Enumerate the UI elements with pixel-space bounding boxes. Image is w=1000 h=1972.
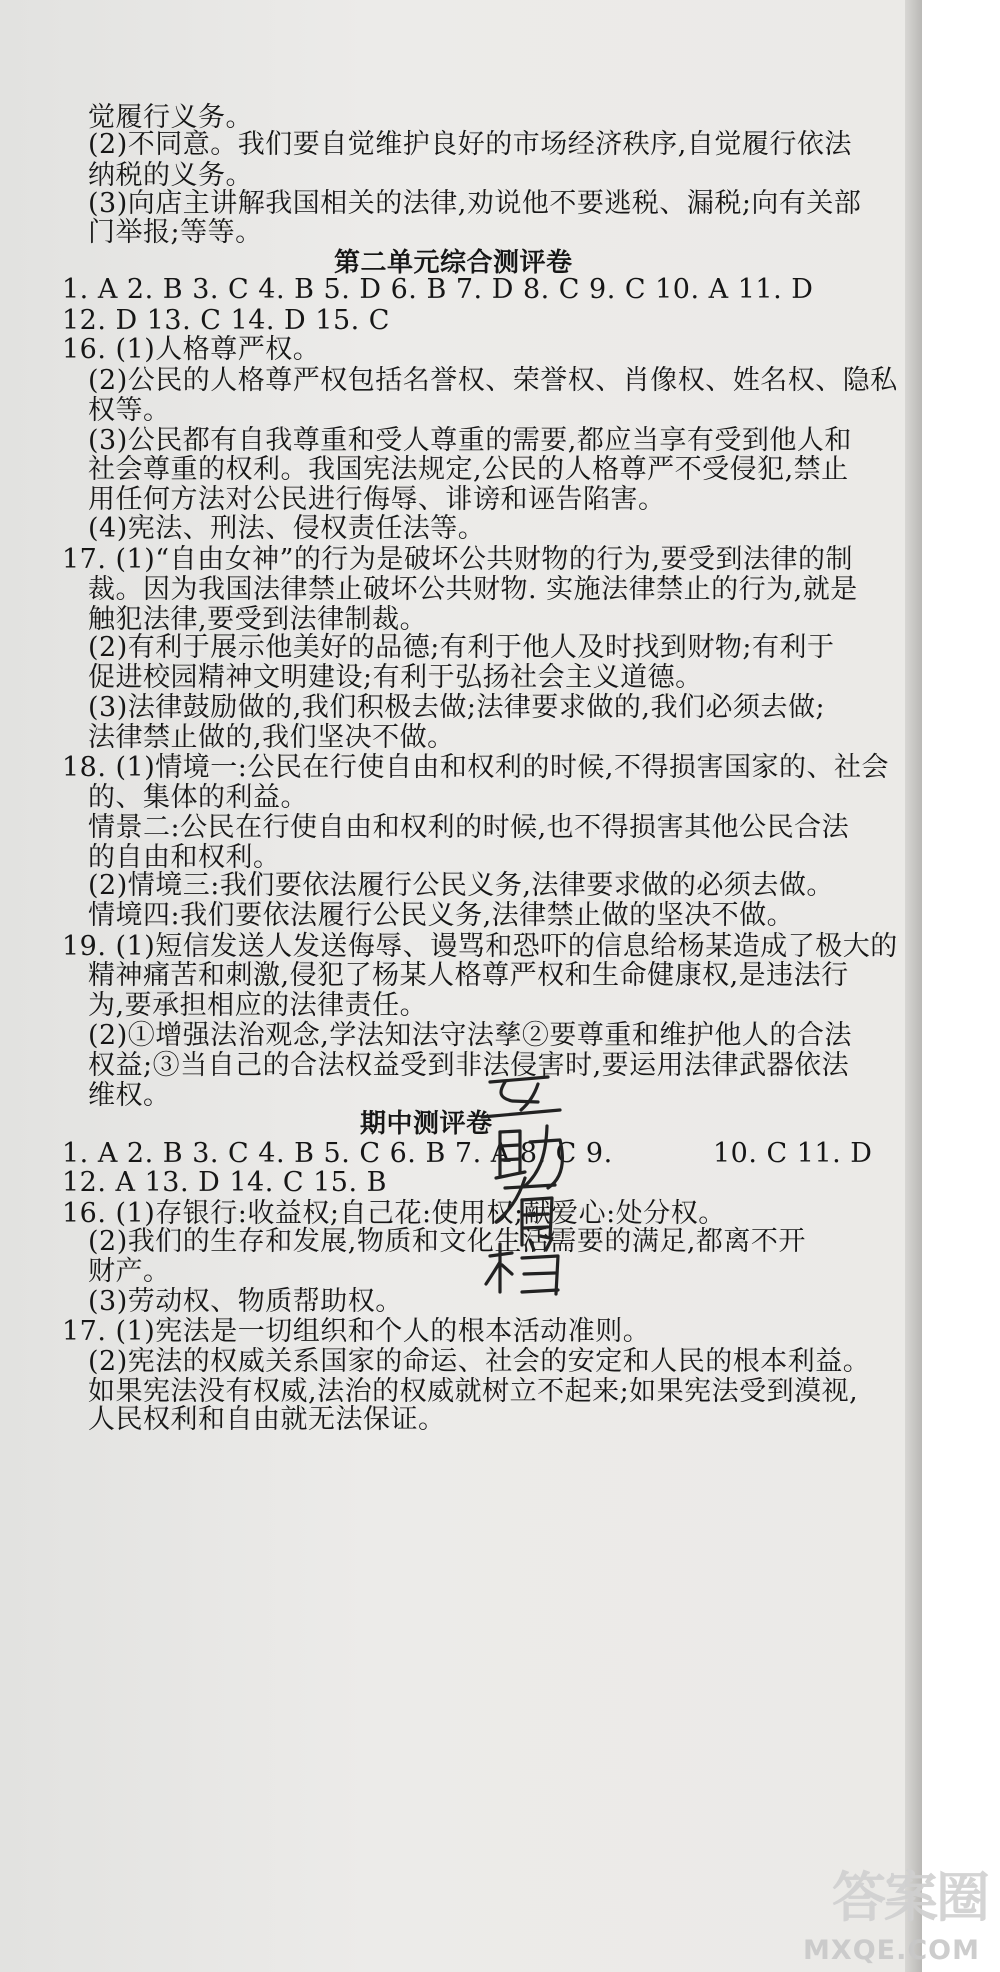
handwritten-char-zhu bbox=[496, 1126, 562, 1188]
choice-answers-line: 1. A 2. B 3. C 4. B 5. C 6. B 7. A 8. C 9. bbox=[62, 1138, 613, 1169]
text-line: 用任何方法对公民进行侮辱、诽谤和诬告陷害。 bbox=[88, 484, 666, 515]
question-19-line: 19. (1)短信发送人发送侮辱、谩骂和恐吓的信息给杨某造成了极大的 bbox=[62, 931, 898, 962]
text-line: 财产。 bbox=[88, 1256, 171, 1287]
text-line: 如果宪法没有权威,法治的权威就树立不起来;如果宪法受到漠视, bbox=[88, 1376, 859, 1407]
section-heading-unit-two: 第二单元综合测评卷 bbox=[334, 248, 573, 278]
handwritten-char-hu bbox=[482, 1077, 560, 1117]
text-line: 社会尊重的权利。我国宪法规定,公民的人格尊严不受侵犯,禁止 bbox=[88, 454, 849, 485]
text-line: (3)向店主讲解我国相关的法律,劝说他不要逃税、漏税;向有关部 bbox=[88, 188, 862, 219]
text-line: 人民权利和自由就无法保证。 bbox=[88, 1404, 446, 1435]
text-line: (2)公民的人格尊严权包括名誉权、荣誉权、肖像权、姓名权、隐私 bbox=[88, 365, 898, 396]
text-line: (3)公民都有自我尊重和受人尊重的需要,都应当享有受到他人和 bbox=[88, 425, 852, 456]
watermark bbox=[744, 1866, 994, 1968]
text-line: 裁。因为我国法律禁止破坏公共财物. 实施法律禁止的行为,就是 bbox=[88, 574, 858, 605]
text-line: 法律禁止做的,我们坚决不做。 bbox=[88, 722, 455, 753]
text-line: (2)宪法的权威关系国家的命运、社会的安定和人民的根本利益。 bbox=[88, 1346, 871, 1377]
question-16-line: 16. (1)人格尊严权。 bbox=[62, 334, 321, 365]
text-line: 权等。 bbox=[88, 395, 171, 426]
watermark-logo: 答案圈 bbox=[832, 1866, 988, 1929]
text-line: 的自由和权利。 bbox=[88, 842, 281, 873]
text-line: 维权。 bbox=[88, 1080, 171, 1111]
text-line: (3)劳动权、物质帮助权。 bbox=[88, 1286, 403, 1317]
text-line: 权益;③当自己的合法权益受到非法侵害时,要运用法律武器依法 bbox=[88, 1050, 850, 1081]
choice-answers-line-end: 10. C 11. D bbox=[713, 1138, 873, 1169]
question-17-line: 17. (1)“自由女神”的行为是破坏公共财物的行为,要受到法律的制 bbox=[62, 544, 853, 575]
text-line: (2)情境三:我们要依法履行公民义务,法律要求做的必须去做。 bbox=[88, 870, 834, 901]
text-line: (4)宪法、刑法、侵权责任法等。 bbox=[88, 513, 486, 544]
text-line: 纳税的义务。 bbox=[88, 160, 253, 191]
choice-answers-line: 1. A 2. B 3. C 4. B 5. D 6. B 7. D 8. C 9. C 10. A 11. D bbox=[62, 274, 814, 305]
question-18-line: 18. (1)情境一:公民在行使自由和权利的时候,不得损害国家的、社会 bbox=[62, 752, 889, 783]
text-line: 促进校园精神文明建设;有利于弘扬社会主义道德。 bbox=[88, 662, 703, 693]
text-line: (2)①增强法治观念,学法知法守法孳②要尊重和维护他人的合法 bbox=[88, 1020, 852, 1051]
question-16-line: 16. (1)存银行:收益权;自己花:使用权;献爱心:处分权。 bbox=[62, 1198, 726, 1229]
text-line: 情境四:我们要依法履行公民义务,法律禁止做的坚决不做。 bbox=[88, 900, 795, 931]
question-17-line: 17. (1)宪法是一切组织和个人的根本活动准则。 bbox=[62, 1316, 651, 1347]
text-line: 门举报;等等。 bbox=[88, 217, 263, 248]
handwritten-char-you bbox=[496, 1178, 555, 1245]
text-line: 觉履行义务。 bbox=[88, 102, 253, 133]
text-line: 触犯法律,要受到法律制裁。 bbox=[88, 604, 428, 635]
text-line: (2)有利于展示他美好的品德;有利于他人及时找到财物;有利于 bbox=[88, 632, 835, 663]
choice-answers-line: 12. A 13. D 14. C 15. B bbox=[62, 1167, 387, 1198]
choice-answers-line: 12. D 13. C 14. D 15. C bbox=[62, 305, 390, 336]
text-line: (2)不同意。我们要自觉维护良好的市场经济秩序,自觉履行依法 bbox=[88, 129, 852, 160]
text-line: (2)我们的生存和发展,物质和文化生活需要的满足,都离不开 bbox=[88, 1226, 806, 1257]
text-line: 为,要承担相应的法律责任。 bbox=[88, 990, 428, 1021]
text-line: 精神痛苦和刺激,侵犯了杨某人格尊严权和生命健康权,是违法行 bbox=[88, 960, 849, 991]
text-line: 情景二:公民在行使自由和权利的时候,也不得损害其他公民合法 bbox=[88, 812, 850, 843]
watermark-url: MXQE.COM bbox=[803, 1935, 980, 1966]
text-line: 的、集体的利益。 bbox=[88, 782, 308, 813]
text-line: (3)法律鼓励做的,我们积极去做;法律要求做的,我们必须去做; bbox=[88, 692, 826, 723]
section-heading-midterm: 期中测评卷 bbox=[360, 1109, 493, 1139]
